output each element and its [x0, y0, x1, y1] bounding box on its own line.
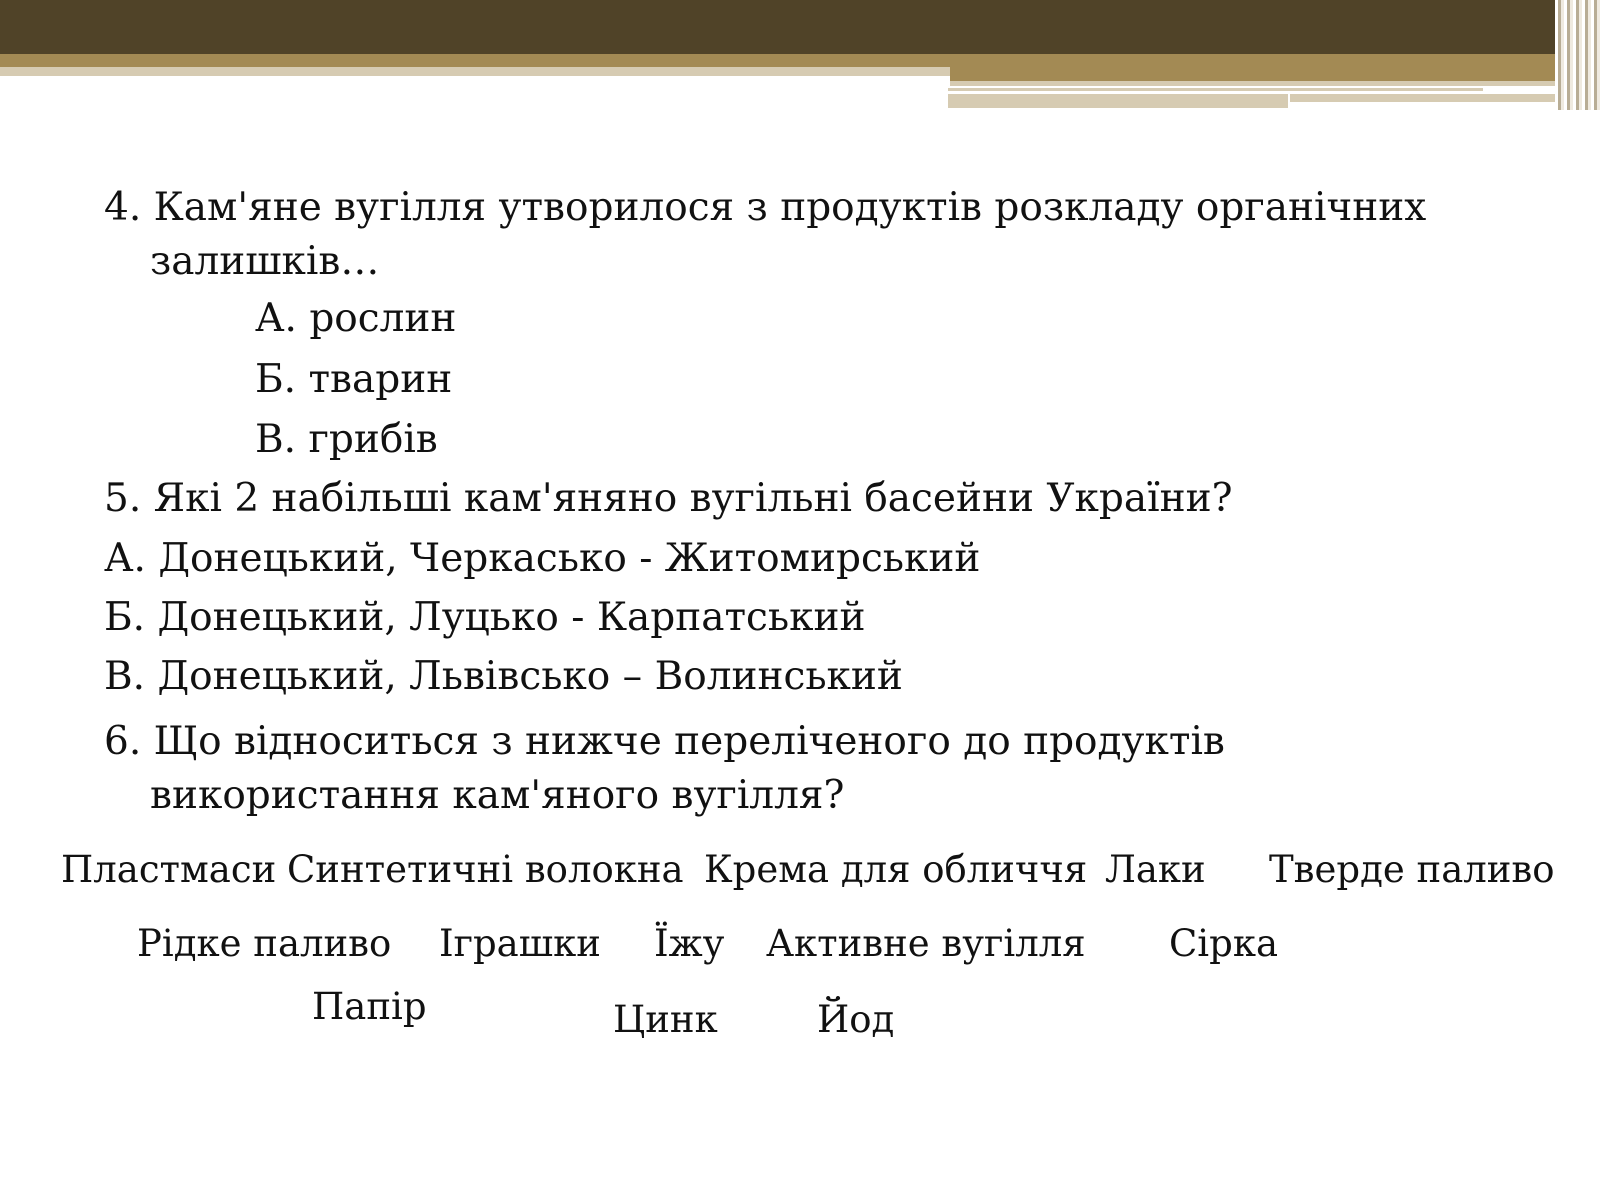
question-4-option-b: Б. тварин	[255, 357, 453, 402]
word-food: Їжу	[654, 922, 725, 965]
question-5: 5. Які 2 набільші кам'яняно вугільні басейни України?	[104, 476, 1233, 521]
header-band-gold-right	[950, 67, 1560, 81]
word-toys: Іграшки	[439, 922, 601, 965]
word-plastics: Пластмаси	[61, 848, 277, 891]
header-band-beige	[0, 67, 950, 76]
header-band-dark	[0, 0, 1600, 54]
question-6	[104, 715, 1225, 823]
question-4-option-a: А. рослин	[255, 296, 457, 341]
word-face-cream: Крема для обличчя	[704, 848, 1088, 891]
word-liquid-fuel: Рідке паливо	[137, 922, 392, 965]
word-varnishes: Лаки	[1105, 848, 1206, 891]
question-4-line2: залишків…	[150, 239, 380, 284]
header-vertical-stripes	[1555, 0, 1600, 110]
header-band-beige-lower-right	[1290, 94, 1560, 102]
word-sulfur: Сірка	[1169, 922, 1279, 965]
question-6-line2: використання кам'яного вугілля?	[150, 773, 845, 818]
word-synthetic-fibers: Синтетичні волокна	[287, 848, 684, 891]
header-band-beige-right	[950, 81, 1560, 86]
word-zinc: Цинк	[613, 998, 718, 1041]
header-thin-line	[948, 88, 1483, 91]
question-4	[104, 181, 1426, 289]
word-iodine: Йод	[817, 998, 895, 1041]
question-5-option-a: А. Донецький, Черкасько - Житомирський	[104, 536, 981, 581]
question-6-line1: 6. Що відноситься з нижче переліченого до продуктів	[104, 719, 1225, 764]
word-activated-carbon: Активне вугілля	[766, 922, 1086, 965]
question-4-line1: 4. Кам'яне вугілля утворилося з продуктів розкладу органічних	[104, 185, 1427, 230]
word-solid-fuel: Тверде паливо	[1269, 848, 1555, 891]
question-5-option-c: В. Донецький, Львівсько – Волинський	[104, 654, 903, 699]
header-band-beige-lower	[948, 94, 1288, 108]
question-4-option-c: В. грибів	[255, 417, 438, 462]
question-5-option-b: Б. Донецький, Луцько - Карпатський	[104, 595, 866, 640]
header-band-gold	[0, 54, 1560, 67]
word-paper: Папір	[312, 985, 427, 1028]
